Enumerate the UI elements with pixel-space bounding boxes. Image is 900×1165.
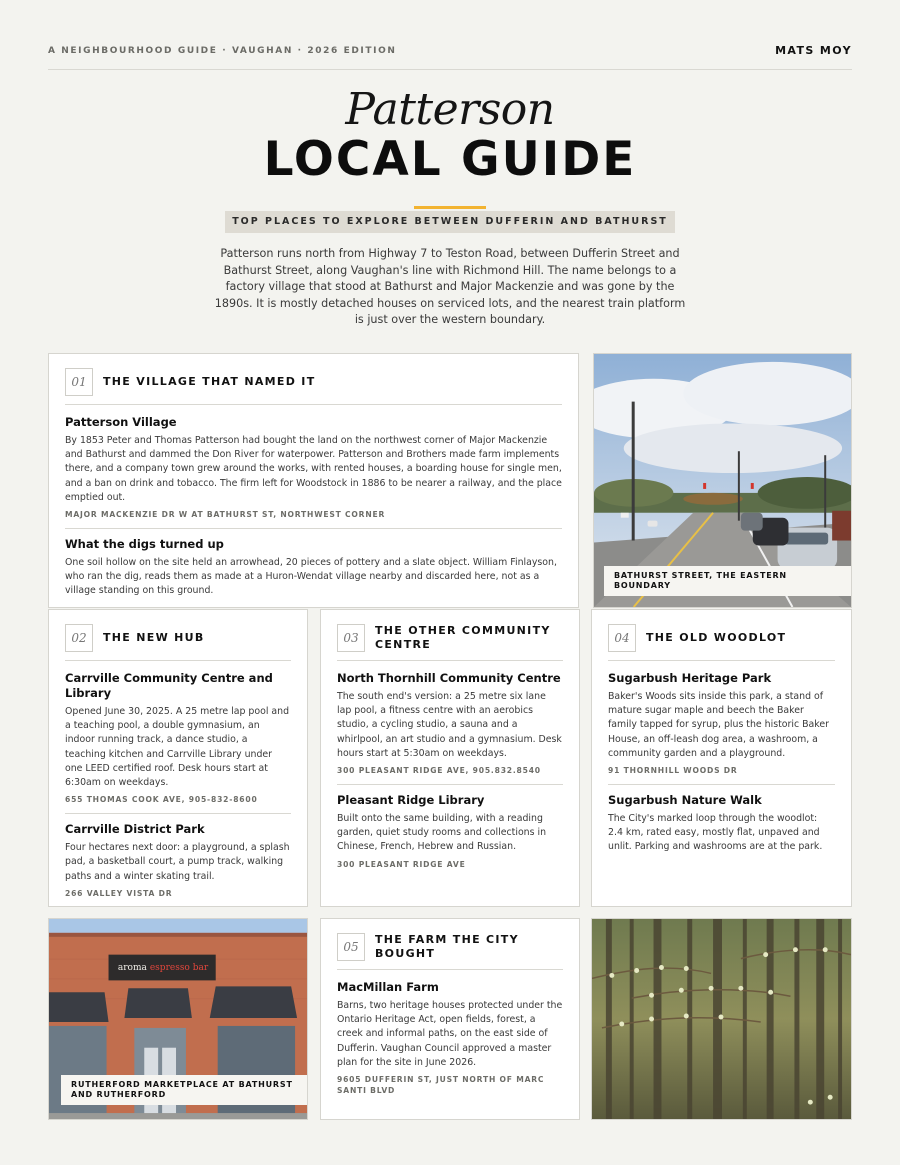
entry <box>65 528 562 599</box>
forest-image <box>592 919 851 1119</box>
photo-rutherford-marketplace <box>48 918 308 1120</box>
entry-address: 91 THORNHILL WOODS DR <box>608 766 738 776</box>
hero <box>0 84 900 209</box>
entry-name: Pleasant Ridge Library <box>337 793 485 808</box>
entry-address: MAJOR MACKENZIE DR W AT BATHURST ST, NORTHWEST CORNER <box>65 510 386 520</box>
section-header <box>337 933 563 970</box>
top-bar <box>48 44 852 70</box>
entry-name: MacMillan Farm <box>337 980 439 994</box>
section-header <box>65 624 291 661</box>
entry-address: 655 THOMAS COOK AVE, 905-832-8600 <box>65 795 258 805</box>
entry-body: One soil hollow on the site held an arrowhead, 20 pieces of pottery and a slate object. William Finlayson, who ran the dig, reads them as made at a Huron-Wendat village nearby and discarded here, not as a village standing on this ground. <box>65 557 557 597</box>
entry-address: 300 PLEASANT RIDGE AVE, 905.832.8540 <box>337 766 541 776</box>
intro-paragraph: Patterson runs north from Highway 7 to Teston Road, between Dufferin Street and Bathurst Street, along Vaughan's line with Richmond Hill. The name belongs to a factory village that stood at Bathurst and Major Mackenzie and was gone by the 1890s. It is mostly detached houses on serviced lots, and the nearest train platform is just over the western boundary. <box>214 247 686 327</box>
section-card-05 <box>320 918 580 1120</box>
section-card-01 <box>48 353 579 608</box>
section-title: THE OLD WOODLOT <box>646 631 787 644</box>
photo-caption: RUTHERFORD MARKETPLACE AT BATHURST AND RUTHERFORD <box>61 1075 307 1105</box>
entry-name: What the digs turned up <box>65 537 224 552</box>
entry-name: Carrville Community Centre and Library <box>65 671 273 700</box>
entry-body: By 1853 Peter and Thomas Patterson had bought the land on the northwest corner of Major Mackenzie and Bathurst and dammed the Don River for waterpower. Patterson and Brothers made farm implements there, and a company town grew around the works, with rented houses, a boarding house for single men, and a ban on drink and tobacco. The firm left for Woodstock in 1886 to be nearer a railway, and the place emptied out. <box>65 435 562 503</box>
entry-body: The south end's version: a 25 metre six lane lap pool, a fitness centre with an aerobics studio, a cycling studio, a sauna and a whirlpool, an art studio and a gymnasium. Desk hours start at 5:30am on weekdays. <box>337 691 562 759</box>
entry-body: Built onto the same building, with a reading garden, quiet study rooms and collections in Chinese, French, Hebrew and Russian. <box>337 813 547 853</box>
entry <box>65 415 562 520</box>
entry-name: Carrville District Park <box>65 822 205 837</box>
entry-body: The City's marked loop through the woodlot: 2.4 km, rated easy, mostly flat, unpaved and unlit. Parking and washrooms are at the park. <box>608 813 823 853</box>
entry <box>337 784 563 870</box>
entry <box>337 980 563 1096</box>
entry-address: 266 VALLEY VISTA DR <box>65 888 173 898</box>
store-sign-right: espresso bar <box>149 963 209 973</box>
entry-body: Baker's Woods sits inside this park, a stand of mature sugar maple and beech the Baker family tapped for syrup, plus the historic Baker House, an off-leash dog area, a washroom, a community garden and a playground. <box>608 691 830 759</box>
entry-body: Opened June 30, 2025. A 25 metre lap pool and a teaching pool, a double gymnasium, an indoor running track, a dance studio, a teaching kitchen and Carrville Library under one LEED certified roof. Desk hours start at 6:30am on weekdays. <box>65 706 290 789</box>
section-number: 01 <box>65 368 93 396</box>
entry-address: 300 PLEASANT RIDGE AVE <box>337 859 466 869</box>
edition-label: A NEIGHBOURHOOD GUIDE · VAUGHAN · 2026 EDITION <box>48 46 397 56</box>
store-sign <box>109 956 217 980</box>
section-number: 04 <box>608 624 636 652</box>
section-card-04 <box>591 609 852 907</box>
entry <box>65 671 291 805</box>
entry-name: North Thornhill Community Centre <box>337 671 561 685</box>
entry-body: Barns, two heritage houses protected under the Ontario Heritage Act, open fields, forest, a creek and informal paths, on the east side of Dufferin. Vaughan Council approved a master plan for the site in June 2026. <box>337 1000 563 1068</box>
store-sign-left: aroma <box>117 963 147 973</box>
section-title: THE FARM THE CITY BOUGHT <box>375 933 519 960</box>
section-number: 02 <box>65 624 93 652</box>
section-number: 03 <box>337 624 365 652</box>
section-title: THE VILLAGE THAT NAMED IT <box>103 375 316 388</box>
entry-name: Sugarbush Heritage Park <box>608 671 772 685</box>
section-header <box>608 624 835 661</box>
photo-woodlot <box>591 918 852 1120</box>
section-title: THE OTHER COMMUNITY CENTRE <box>375 624 551 651</box>
script-title: Patterson <box>345 84 555 135</box>
section-title: THE NEW HUB <box>103 631 205 644</box>
section-card-03 <box>320 609 580 907</box>
entry-name: Patterson Village <box>65 415 177 429</box>
photo-bathurst-street <box>593 353 852 608</box>
page-title: LOCAL GUIDE <box>263 132 637 187</box>
entry <box>337 671 563 776</box>
entry <box>608 784 835 855</box>
photo-caption: BATHURST STREET, THE EASTERN BOUNDARY <box>604 566 851 596</box>
entry <box>608 671 835 776</box>
author-name: MATS MOY <box>775 44 852 57</box>
section-number: 05 <box>337 933 365 961</box>
tagline-band: TOP PLACES TO EXPLORE BETWEEN DUFFERIN AND BATHURST <box>225 211 675 233</box>
section-header <box>65 368 562 405</box>
entry-body: Four hectares next door: a playground, a splash pad, a basketball court, a pump track, walking paths and a winter skating trail. <box>65 842 290 882</box>
section-header <box>337 624 563 661</box>
accent-rule <box>414 206 486 209</box>
section-card-02 <box>48 609 308 907</box>
entry-name: Sugarbush Nature Walk <box>608 793 762 808</box>
entry-address: 9605 DUFFERIN ST, JUST NORTH OF MARC SANTI BLVD <box>337 1075 545 1096</box>
entry <box>65 813 291 899</box>
